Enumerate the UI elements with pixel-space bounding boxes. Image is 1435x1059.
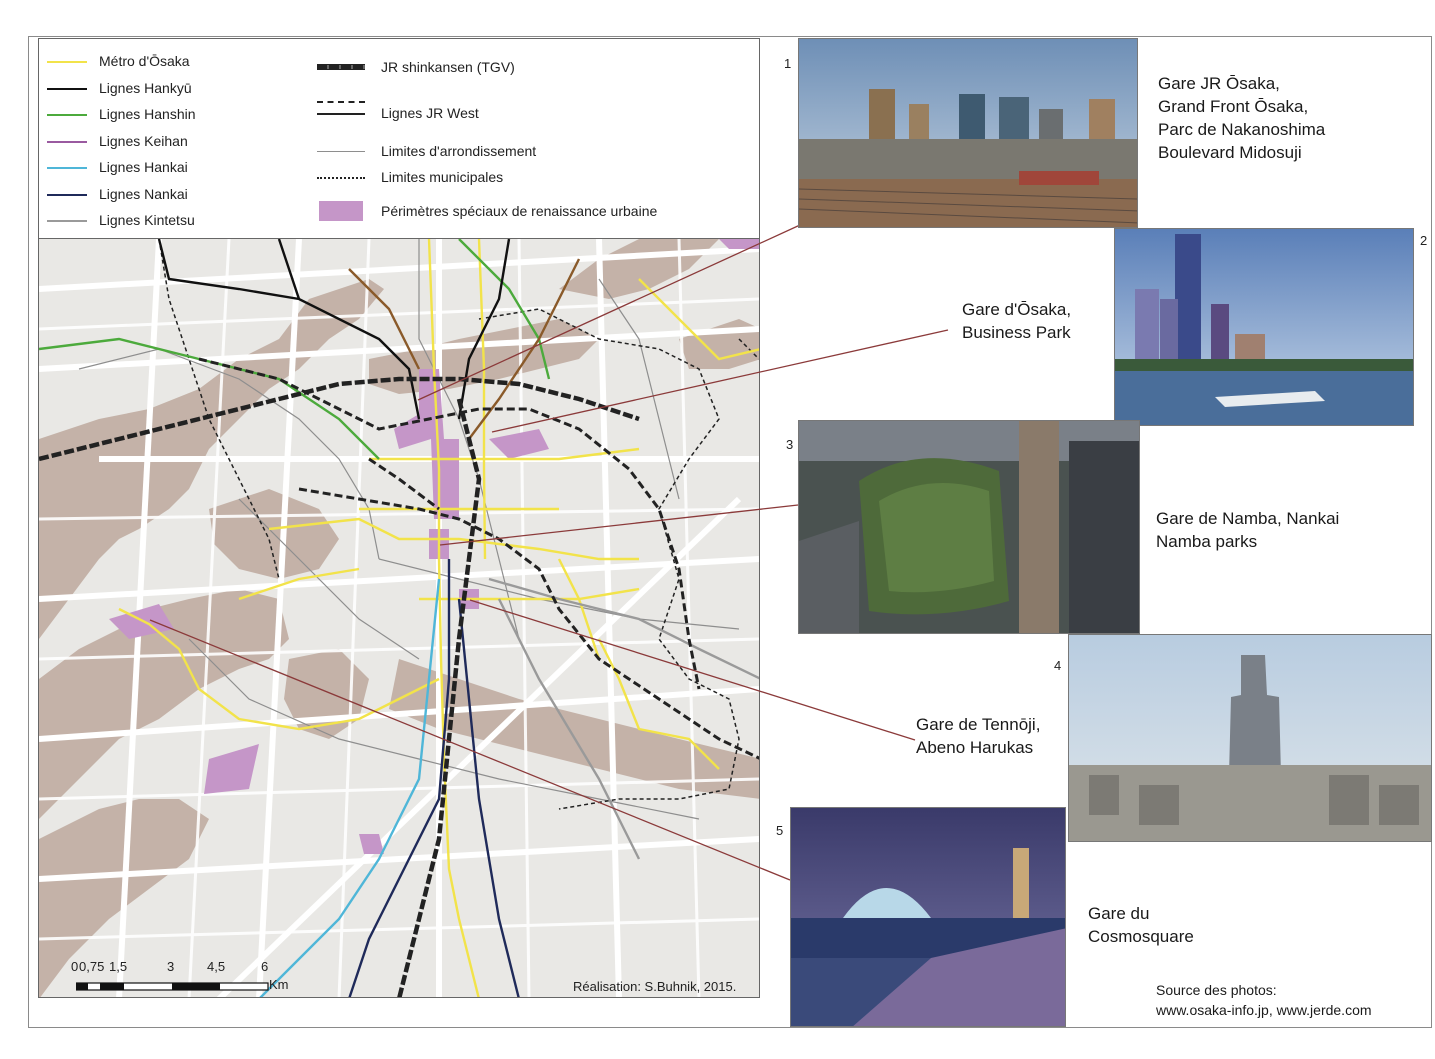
photo-business-park bbox=[1114, 228, 1414, 426]
photo-caption-2 bbox=[962, 298, 1071, 344]
legend-label: Lignes Hankai bbox=[99, 159, 188, 175]
caption-line: Gare de Tennōji, bbox=[916, 715, 1041, 734]
caption-line: Abeno Harukas bbox=[916, 738, 1034, 757]
legend-swatch bbox=[317, 177, 365, 179]
scale-tick: 0 bbox=[71, 959, 79, 974]
legend-swatch bbox=[317, 101, 365, 115]
caption-line: Parc de Nakanoshima bbox=[1158, 120, 1326, 139]
caption-line: Grand Front Ōsaka, bbox=[1158, 97, 1309, 116]
legend-label: Lignes Kintetsu bbox=[99, 212, 195, 228]
caption-line: Boulevard Midosuji bbox=[1158, 143, 1302, 162]
photo-caption-4 bbox=[916, 713, 1040, 759]
photo-number: 4 bbox=[1054, 658, 1062, 673]
scale-bar-graphic bbox=[76, 981, 276, 993]
photo-number: 3 bbox=[786, 437, 794, 452]
scale-unit: Km bbox=[269, 977, 289, 992]
legend-swatch bbox=[319, 201, 363, 221]
legend-label: Lignes Nankai bbox=[99, 185, 188, 202]
legend-swatch bbox=[47, 141, 87, 143]
legend-label: Lignes Hankyū bbox=[99, 79, 192, 96]
photo-number: 5 bbox=[776, 823, 784, 838]
photo-caption-1 bbox=[1158, 72, 1325, 164]
legend-swatch bbox=[317, 64, 365, 70]
source-line: www.osaka-info.jp, www.jerde.com bbox=[1156, 1002, 1372, 1018]
caption-line: Cosmosquare bbox=[1088, 927, 1194, 946]
photo-number: 2 bbox=[1420, 233, 1428, 248]
legend-swatch bbox=[47, 88, 87, 90]
osaka-map bbox=[38, 38, 760, 998]
legend-label: Métro d'Ōsaka bbox=[99, 53, 190, 69]
legend-label: Lignes JR West bbox=[381, 105, 479, 121]
legend-swatch bbox=[47, 220, 87, 222]
scale-tick: 6 bbox=[261, 959, 269, 974]
legend-swatch bbox=[317, 151, 365, 152]
caption-line: Namba parks bbox=[1156, 532, 1258, 551]
caption-line: Gare d'Ōsaka, bbox=[962, 300, 1072, 319]
scale-bar bbox=[71, 959, 289, 998]
legend-swatch bbox=[47, 114, 87, 116]
photo-source bbox=[1156, 980, 1372, 1020]
legend-swatch bbox=[47, 194, 87, 196]
caption-line: Gare du bbox=[1088, 904, 1150, 923]
legend-label: JR shinkansen (TGV) bbox=[381, 59, 515, 75]
photo-abeno-harukas bbox=[1068, 634, 1432, 842]
scale-tick: 3 bbox=[167, 959, 175, 974]
photo-caption-5 bbox=[1088, 902, 1194, 948]
photo-caption-3 bbox=[1156, 507, 1339, 553]
caption-line: Gare de Namba, Nankai bbox=[1156, 509, 1340, 528]
photo-number: 1 bbox=[784, 56, 792, 71]
caption-line: Business Park bbox=[962, 323, 1071, 342]
legend-label: Limites municipales bbox=[381, 169, 504, 185]
legend-swatch bbox=[47, 167, 87, 169]
legend-swatch bbox=[47, 61, 87, 63]
scale-tick: 4,5 bbox=[207, 959, 226, 974]
source-line: Source des photos: bbox=[1156, 982, 1277, 998]
scale-tick: 0,75 bbox=[79, 959, 105, 974]
map-legend bbox=[39, 39, 760, 239]
photo-namba-parks bbox=[798, 420, 1140, 634]
legend-label: Périmètres spéciaux de renaissance urbaine bbox=[381, 203, 658, 219]
legend-label: Limites d'arrondissement bbox=[381, 143, 537, 159]
scale-tick: 1,5 bbox=[109, 959, 128, 974]
photo-cosmosquare bbox=[790, 807, 1066, 1027]
map-credit: Réalisation: S.Buhnik, 2015. bbox=[573, 979, 737, 994]
legend-label: Lignes Hanshin bbox=[99, 106, 196, 122]
legend-label: Lignes Keihan bbox=[99, 132, 188, 149]
photo-osaka-station bbox=[798, 38, 1138, 228]
caption-line: Gare JR Ōsaka, bbox=[1158, 74, 1280, 93]
